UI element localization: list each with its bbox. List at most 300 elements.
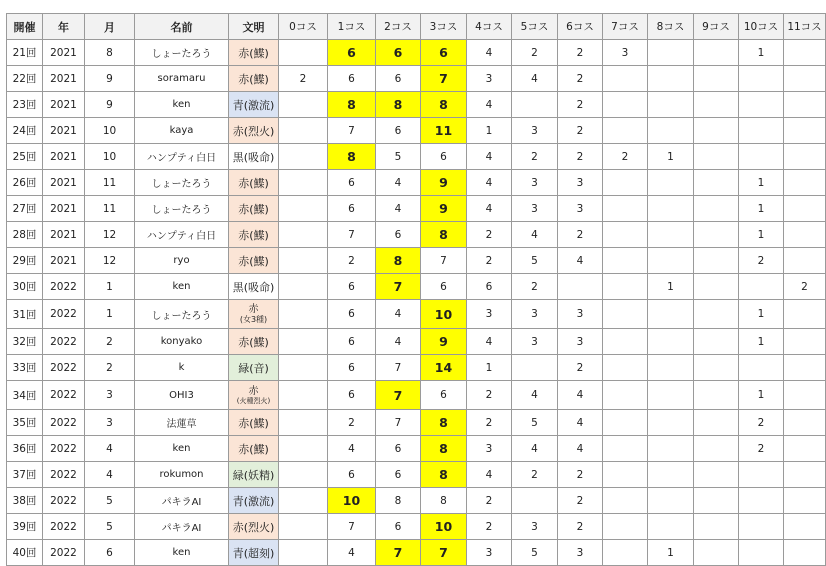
- kaisai-cell: 34回: [7, 381, 43, 410]
- table-row: [7, 540, 826, 566]
- cost-4-cell: 3: [467, 540, 512, 566]
- cost-6-cell: 2: [558, 355, 603, 381]
- kaisai-cell: 31回: [7, 300, 43, 329]
- cost-10-cell: 2: [739, 436, 784, 462]
- header-month: 月: [85, 14, 135, 40]
- cost-11-cell: [784, 436, 826, 462]
- cost-2-cell: 8: [376, 248, 421, 274]
- table-row: [7, 300, 826, 329]
- cost-3-cell: 8: [421, 222, 467, 248]
- bunmei-cell: [229, 40, 279, 66]
- kaisai-cell: 37回: [7, 462, 43, 488]
- name-cell: しょーたろう: [135, 170, 229, 196]
- cost-0-cell: [279, 300, 328, 329]
- name-cell: ハンプティ白日: [135, 222, 229, 248]
- month-cell: 4: [85, 462, 135, 488]
- cost-1-cell: 6: [328, 462, 376, 488]
- cost-2-cell: 4: [376, 170, 421, 196]
- cost-8-cell: [648, 222, 694, 248]
- cost-4-cell: 3: [467, 300, 512, 329]
- cost-10-cell: [739, 144, 784, 170]
- cost-8-cell: [648, 436, 694, 462]
- cost-7-cell: [603, 196, 648, 222]
- cost-5-cell: 3: [512, 329, 558, 355]
- name-cell: ハンプティ白日: [135, 144, 229, 170]
- cost-table: [6, 13, 826, 566]
- table-row: [7, 381, 826, 410]
- table-row: [7, 118, 826, 144]
- cost-0-cell: [279, 462, 328, 488]
- table-row: [7, 436, 826, 462]
- kaisai-cell: 23回: [7, 92, 43, 118]
- cost-7-cell: [603, 436, 648, 462]
- cost-7-cell: [603, 540, 648, 566]
- kaisai-cell: 39回: [7, 514, 43, 540]
- bunmei-sublabel: (女3種): [239, 315, 268, 324]
- cost-2-cell: 8: [376, 488, 421, 514]
- bunmei-label: 赤(鰈): [238, 416, 269, 430]
- table-row: [7, 144, 826, 170]
- month-cell: 5: [85, 488, 135, 514]
- kaisai-cell: 25回: [7, 144, 43, 170]
- bunmei-cell: [229, 410, 279, 436]
- cost-5-cell: 4: [512, 66, 558, 92]
- cost-0-cell: [279, 381, 328, 410]
- name-cell: soramaru: [135, 66, 229, 92]
- cost-1-cell: 8: [328, 144, 376, 170]
- year-cell: 2022: [43, 488, 85, 514]
- cost-6-cell: 3: [558, 170, 603, 196]
- bunmei-label: 赤(鰈): [238, 176, 269, 190]
- name-cell: ken: [135, 274, 229, 300]
- cost-4-cell: 4: [467, 170, 512, 196]
- cost-1-cell: 7: [328, 222, 376, 248]
- cost-6-cell: 2: [558, 40, 603, 66]
- cost-0-cell: [279, 436, 328, 462]
- cost-1-cell: 10: [328, 488, 376, 514]
- cost-7-cell: [603, 488, 648, 514]
- cost-8-cell: [648, 118, 694, 144]
- bunmei-sublabel: (火種烈火): [236, 396, 271, 405]
- kaisai-cell: 32回: [7, 329, 43, 355]
- cost-7-cell: [603, 329, 648, 355]
- name-cell: ken: [135, 540, 229, 566]
- cost-9-cell: [694, 144, 739, 170]
- cost-7-cell: [603, 66, 648, 92]
- cost-5-cell: 3: [512, 300, 558, 329]
- cost-8-cell: [648, 170, 694, 196]
- year-cell: 2021: [43, 196, 85, 222]
- bunmei-cell: [229, 222, 279, 248]
- cost-3-cell: 6: [421, 40, 467, 66]
- year-cell: 2021: [43, 40, 85, 66]
- cost-6-cell: 4: [558, 436, 603, 462]
- bunmei-label: 赤: [248, 304, 259, 315]
- header-bunmei: 文明: [229, 14, 279, 40]
- cost-1-cell: 4: [328, 540, 376, 566]
- cost-7-cell: [603, 118, 648, 144]
- cost-11-cell: [784, 514, 826, 540]
- cost-1-cell: 6: [328, 329, 376, 355]
- cost-9-cell: [694, 248, 739, 274]
- cost-8-cell: [648, 196, 694, 222]
- cost-8-cell: [648, 329, 694, 355]
- table-row: [7, 488, 826, 514]
- table-row: [7, 248, 826, 274]
- cost-3-cell: 8: [421, 92, 467, 118]
- kaisai-cell: 24回: [7, 118, 43, 144]
- cost-8-cell: [648, 410, 694, 436]
- cost-3-cell: 8: [421, 462, 467, 488]
- cost-2-cell: 4: [376, 196, 421, 222]
- cost-10-cell: [739, 355, 784, 381]
- cost-4-cell: 2: [467, 248, 512, 274]
- cost-2-cell: 6: [376, 40, 421, 66]
- bunmei-cell: [229, 66, 279, 92]
- month-cell: 3: [85, 381, 135, 410]
- cost-0-cell: [279, 40, 328, 66]
- cost-11-cell: [784, 170, 826, 196]
- cost-6-cell: 2: [558, 222, 603, 248]
- cost-0-cell: [279, 355, 328, 381]
- kaisai-cell: 35回: [7, 410, 43, 436]
- year-cell: 2022: [43, 300, 85, 329]
- bunmei-label: 赤(鰈): [238, 335, 269, 349]
- header-kaisai: 開催: [7, 14, 43, 40]
- year-cell: 2021: [43, 248, 85, 274]
- year-cell: 2022: [43, 355, 85, 381]
- bunmei-label: 赤: [248, 385, 259, 397]
- header-cost-6: 6コス: [558, 14, 603, 40]
- cost-2-cell: 8: [376, 92, 421, 118]
- cost-2-cell: 7: [376, 540, 421, 566]
- year-cell: 2021: [43, 92, 85, 118]
- cost-8-cell: [648, 300, 694, 329]
- cost-5-cell: 4: [512, 381, 558, 410]
- bunmei-label: 緑(音): [238, 361, 269, 375]
- cost-6-cell: 3: [558, 329, 603, 355]
- name-cell: k: [135, 355, 229, 381]
- cost-3-cell: 7: [421, 248, 467, 274]
- header-year: 年: [43, 14, 85, 40]
- cost-8-cell: [648, 66, 694, 92]
- bunmei-cell: [229, 514, 279, 540]
- cost-2-cell: 7: [376, 410, 421, 436]
- cost-4-cell: 4: [467, 329, 512, 355]
- cost-5-cell: 3: [512, 514, 558, 540]
- header-name: 名前: [135, 14, 229, 40]
- cost-4-cell: 3: [467, 66, 512, 92]
- cost-11-cell: [784, 355, 826, 381]
- cost-10-cell: [739, 488, 784, 514]
- cost-4-cell: 2: [467, 222, 512, 248]
- cost-10-cell: 1: [739, 170, 784, 196]
- bunmei-cell: [229, 462, 279, 488]
- cost-0-cell: [279, 514, 328, 540]
- name-cell: ken: [135, 436, 229, 462]
- cost-11-cell: [784, 462, 826, 488]
- cost-11-cell: [784, 248, 826, 274]
- header-cost-1: 1コス: [328, 14, 376, 40]
- month-cell: 8: [85, 40, 135, 66]
- table-row: [7, 196, 826, 222]
- cost-5-cell: [512, 488, 558, 514]
- cost-5-cell: 5: [512, 410, 558, 436]
- cost-4-cell: 2: [467, 381, 512, 410]
- cost-5-cell: 4: [512, 222, 558, 248]
- cost-6-cell: 2: [558, 144, 603, 170]
- cost-7-cell: [603, 514, 648, 540]
- year-cell: 2022: [43, 436, 85, 462]
- cost-5-cell: 3: [512, 118, 558, 144]
- cost-8-cell: 1: [648, 274, 694, 300]
- cost-2-cell: 7: [376, 355, 421, 381]
- cost-1-cell: 7: [328, 514, 376, 540]
- cost-2-cell: 6: [376, 514, 421, 540]
- cost-7-cell: [603, 462, 648, 488]
- year-cell: 2022: [43, 514, 85, 540]
- name-cell: OHI3: [135, 381, 229, 410]
- cost-8-cell: [648, 514, 694, 540]
- kaisai-cell: 40回: [7, 540, 43, 566]
- cost-10-cell: 1: [739, 329, 784, 355]
- cost-2-cell: 5: [376, 144, 421, 170]
- cost-10-cell: 2: [739, 410, 784, 436]
- month-cell: 5: [85, 514, 135, 540]
- cost-7-cell: 2: [603, 144, 648, 170]
- cost-8-cell: [648, 355, 694, 381]
- month-cell: 10: [85, 144, 135, 170]
- month-cell: 2: [85, 329, 135, 355]
- cost-7-cell: [603, 92, 648, 118]
- cost-11-cell: [784, 410, 826, 436]
- bunmei-cell: [229, 381, 279, 410]
- cost-5-cell: 5: [512, 540, 558, 566]
- cost-4-cell: 4: [467, 40, 512, 66]
- cost-10-cell: 1: [739, 300, 784, 329]
- cost-7-cell: [603, 355, 648, 381]
- cost-4-cell: 2: [467, 514, 512, 540]
- cost-1-cell: 6: [328, 170, 376, 196]
- cost-11-cell: [784, 488, 826, 514]
- kaisai-cell: 29回: [7, 248, 43, 274]
- name-cell: ken: [135, 92, 229, 118]
- cost-8-cell: 1: [648, 144, 694, 170]
- cost-10-cell: 1: [739, 381, 784, 410]
- header-cost-2: 2コス: [376, 14, 421, 40]
- cost-10-cell: 1: [739, 196, 784, 222]
- year-cell: 2022: [43, 329, 85, 355]
- cost-5-cell: [512, 92, 558, 118]
- cost-9-cell: [694, 92, 739, 118]
- cost-9-cell: [694, 274, 739, 300]
- bunmei-label: 黒(吸命): [232, 150, 275, 164]
- cost-2-cell: 7: [376, 381, 421, 410]
- cost-6-cell: 2: [558, 92, 603, 118]
- cost-0-cell: [279, 144, 328, 170]
- cost-5-cell: 3: [512, 196, 558, 222]
- cost-2-cell: 4: [376, 300, 421, 329]
- bunmei-cell: [229, 355, 279, 381]
- cost-0-cell: [279, 248, 328, 274]
- name-cell: 法蓮草: [135, 410, 229, 436]
- cost-2-cell: 6: [376, 462, 421, 488]
- cost-11-cell: [784, 66, 826, 92]
- cost-3-cell: 8: [421, 436, 467, 462]
- year-cell: 2022: [43, 381, 85, 410]
- cost-9-cell: [694, 540, 739, 566]
- name-cell: しょーたろう: [135, 40, 229, 66]
- header-cost-9: 9コス: [694, 14, 739, 40]
- cost-8-cell: [648, 381, 694, 410]
- bunmei-label: 赤(鰈): [238, 254, 269, 268]
- cost-9-cell: [694, 488, 739, 514]
- month-cell: 6: [85, 540, 135, 566]
- month-cell: 11: [85, 170, 135, 196]
- cost-1-cell: 6: [328, 196, 376, 222]
- cost-5-cell: 3: [512, 170, 558, 196]
- cost-0-cell: [279, 170, 328, 196]
- cost-9-cell: [694, 436, 739, 462]
- cost-1-cell: 6: [328, 274, 376, 300]
- cost-10-cell: [739, 92, 784, 118]
- cost-11-cell: [784, 329, 826, 355]
- table-row: [7, 514, 826, 540]
- bunmei-cell: [229, 300, 279, 329]
- name-cell: しょーたろう: [135, 300, 229, 329]
- cost-10-cell: [739, 118, 784, 144]
- month-cell: 2: [85, 355, 135, 381]
- cost-1-cell: 7: [328, 118, 376, 144]
- cost-9-cell: [694, 462, 739, 488]
- cost-2-cell: 6: [376, 66, 421, 92]
- cost-11-cell: [784, 92, 826, 118]
- cost-4-cell: 1: [467, 355, 512, 381]
- cost-1-cell: 6: [328, 40, 376, 66]
- table-row: [7, 355, 826, 381]
- month-cell: 9: [85, 66, 135, 92]
- kaisai-cell: 36回: [7, 436, 43, 462]
- cost-3-cell: 6: [421, 274, 467, 300]
- bunmei-cell: [229, 488, 279, 514]
- header-cost-3: 3コス: [421, 14, 467, 40]
- cost-5-cell: 2: [512, 274, 558, 300]
- cost-2-cell: 7: [376, 274, 421, 300]
- cost-4-cell: 3: [467, 436, 512, 462]
- month-cell: 4: [85, 436, 135, 462]
- bunmei-label: 赤(烈火): [232, 520, 275, 534]
- name-cell: konyako: [135, 329, 229, 355]
- kaisai-cell: 30回: [7, 274, 43, 300]
- cost-10-cell: [739, 66, 784, 92]
- cost-6-cell: 2: [558, 66, 603, 92]
- cost-1-cell: 6: [328, 381, 376, 410]
- cost-11-cell: [784, 118, 826, 144]
- cost-11-cell: [784, 540, 826, 566]
- cost-4-cell: 2: [467, 488, 512, 514]
- cost-0-cell: [279, 92, 328, 118]
- kaisai-cell: 26回: [7, 170, 43, 196]
- cost-10-cell: [739, 514, 784, 540]
- cost-6-cell: 2: [558, 488, 603, 514]
- cost-0-cell: [279, 329, 328, 355]
- cost-9-cell: [694, 381, 739, 410]
- cost-9-cell: [694, 66, 739, 92]
- bunmei-label: 赤(烈火): [232, 124, 275, 138]
- bunmei-cell: [229, 329, 279, 355]
- cost-6-cell: 2: [558, 118, 603, 144]
- cost-3-cell: 8: [421, 410, 467, 436]
- cost-3-cell: 7: [421, 66, 467, 92]
- bunmei-label: 青(激流): [232, 98, 275, 112]
- cost-4-cell: 4: [467, 144, 512, 170]
- header-cost-0: 0コス: [279, 14, 328, 40]
- cost-10-cell: 1: [739, 40, 784, 66]
- cost-9-cell: [694, 40, 739, 66]
- cost-4-cell: 2: [467, 410, 512, 436]
- cost-1-cell: 8: [328, 92, 376, 118]
- cost-8-cell: [648, 92, 694, 118]
- cost-6-cell: 4: [558, 248, 603, 274]
- cost-2-cell: 6: [376, 436, 421, 462]
- cost-0-cell: [279, 118, 328, 144]
- cost-9-cell: [694, 514, 739, 540]
- table-row: [7, 92, 826, 118]
- bunmei-cell: [229, 274, 279, 300]
- bunmei-cell: [229, 118, 279, 144]
- cost-3-cell: 8: [421, 488, 467, 514]
- cost-6-cell: 4: [558, 381, 603, 410]
- cost-10-cell: [739, 274, 784, 300]
- kaisai-cell: 22回: [7, 66, 43, 92]
- cost-3-cell: 9: [421, 196, 467, 222]
- cost-10-cell: 1: [739, 222, 784, 248]
- cost-9-cell: [694, 355, 739, 381]
- cost-1-cell: 2: [328, 248, 376, 274]
- cost-5-cell: [512, 355, 558, 381]
- cost-7-cell: 3: [603, 40, 648, 66]
- cost-11-cell: 2: [784, 274, 826, 300]
- cost-11-cell: [784, 381, 826, 410]
- cost-7-cell: [603, 170, 648, 196]
- cost-7-cell: [603, 274, 648, 300]
- year-cell: 2021: [43, 144, 85, 170]
- cost-1-cell: 6: [328, 355, 376, 381]
- name-cell: kaya: [135, 118, 229, 144]
- cost-4-cell: 6: [467, 274, 512, 300]
- name-cell: パキラAI: [135, 514, 229, 540]
- kaisai-cell: 27回: [7, 196, 43, 222]
- cost-3-cell: 9: [421, 170, 467, 196]
- month-cell: 12: [85, 222, 135, 248]
- table-row: [7, 170, 826, 196]
- cost-3-cell: 10: [421, 300, 467, 329]
- cost-2-cell: 4: [376, 329, 421, 355]
- cost-7-cell: [603, 222, 648, 248]
- bunmei-cell: [229, 144, 279, 170]
- table-row: [7, 66, 826, 92]
- cost-4-cell: 1: [467, 118, 512, 144]
- cost-5-cell: 5: [512, 248, 558, 274]
- year-cell: 2021: [43, 170, 85, 196]
- cost-6-cell: 2: [558, 514, 603, 540]
- month-cell: 3: [85, 410, 135, 436]
- cost-8-cell: [648, 40, 694, 66]
- month-cell: 1: [85, 274, 135, 300]
- cost-9-cell: [694, 196, 739, 222]
- cost-3-cell: 9: [421, 329, 467, 355]
- cost-9-cell: [694, 300, 739, 329]
